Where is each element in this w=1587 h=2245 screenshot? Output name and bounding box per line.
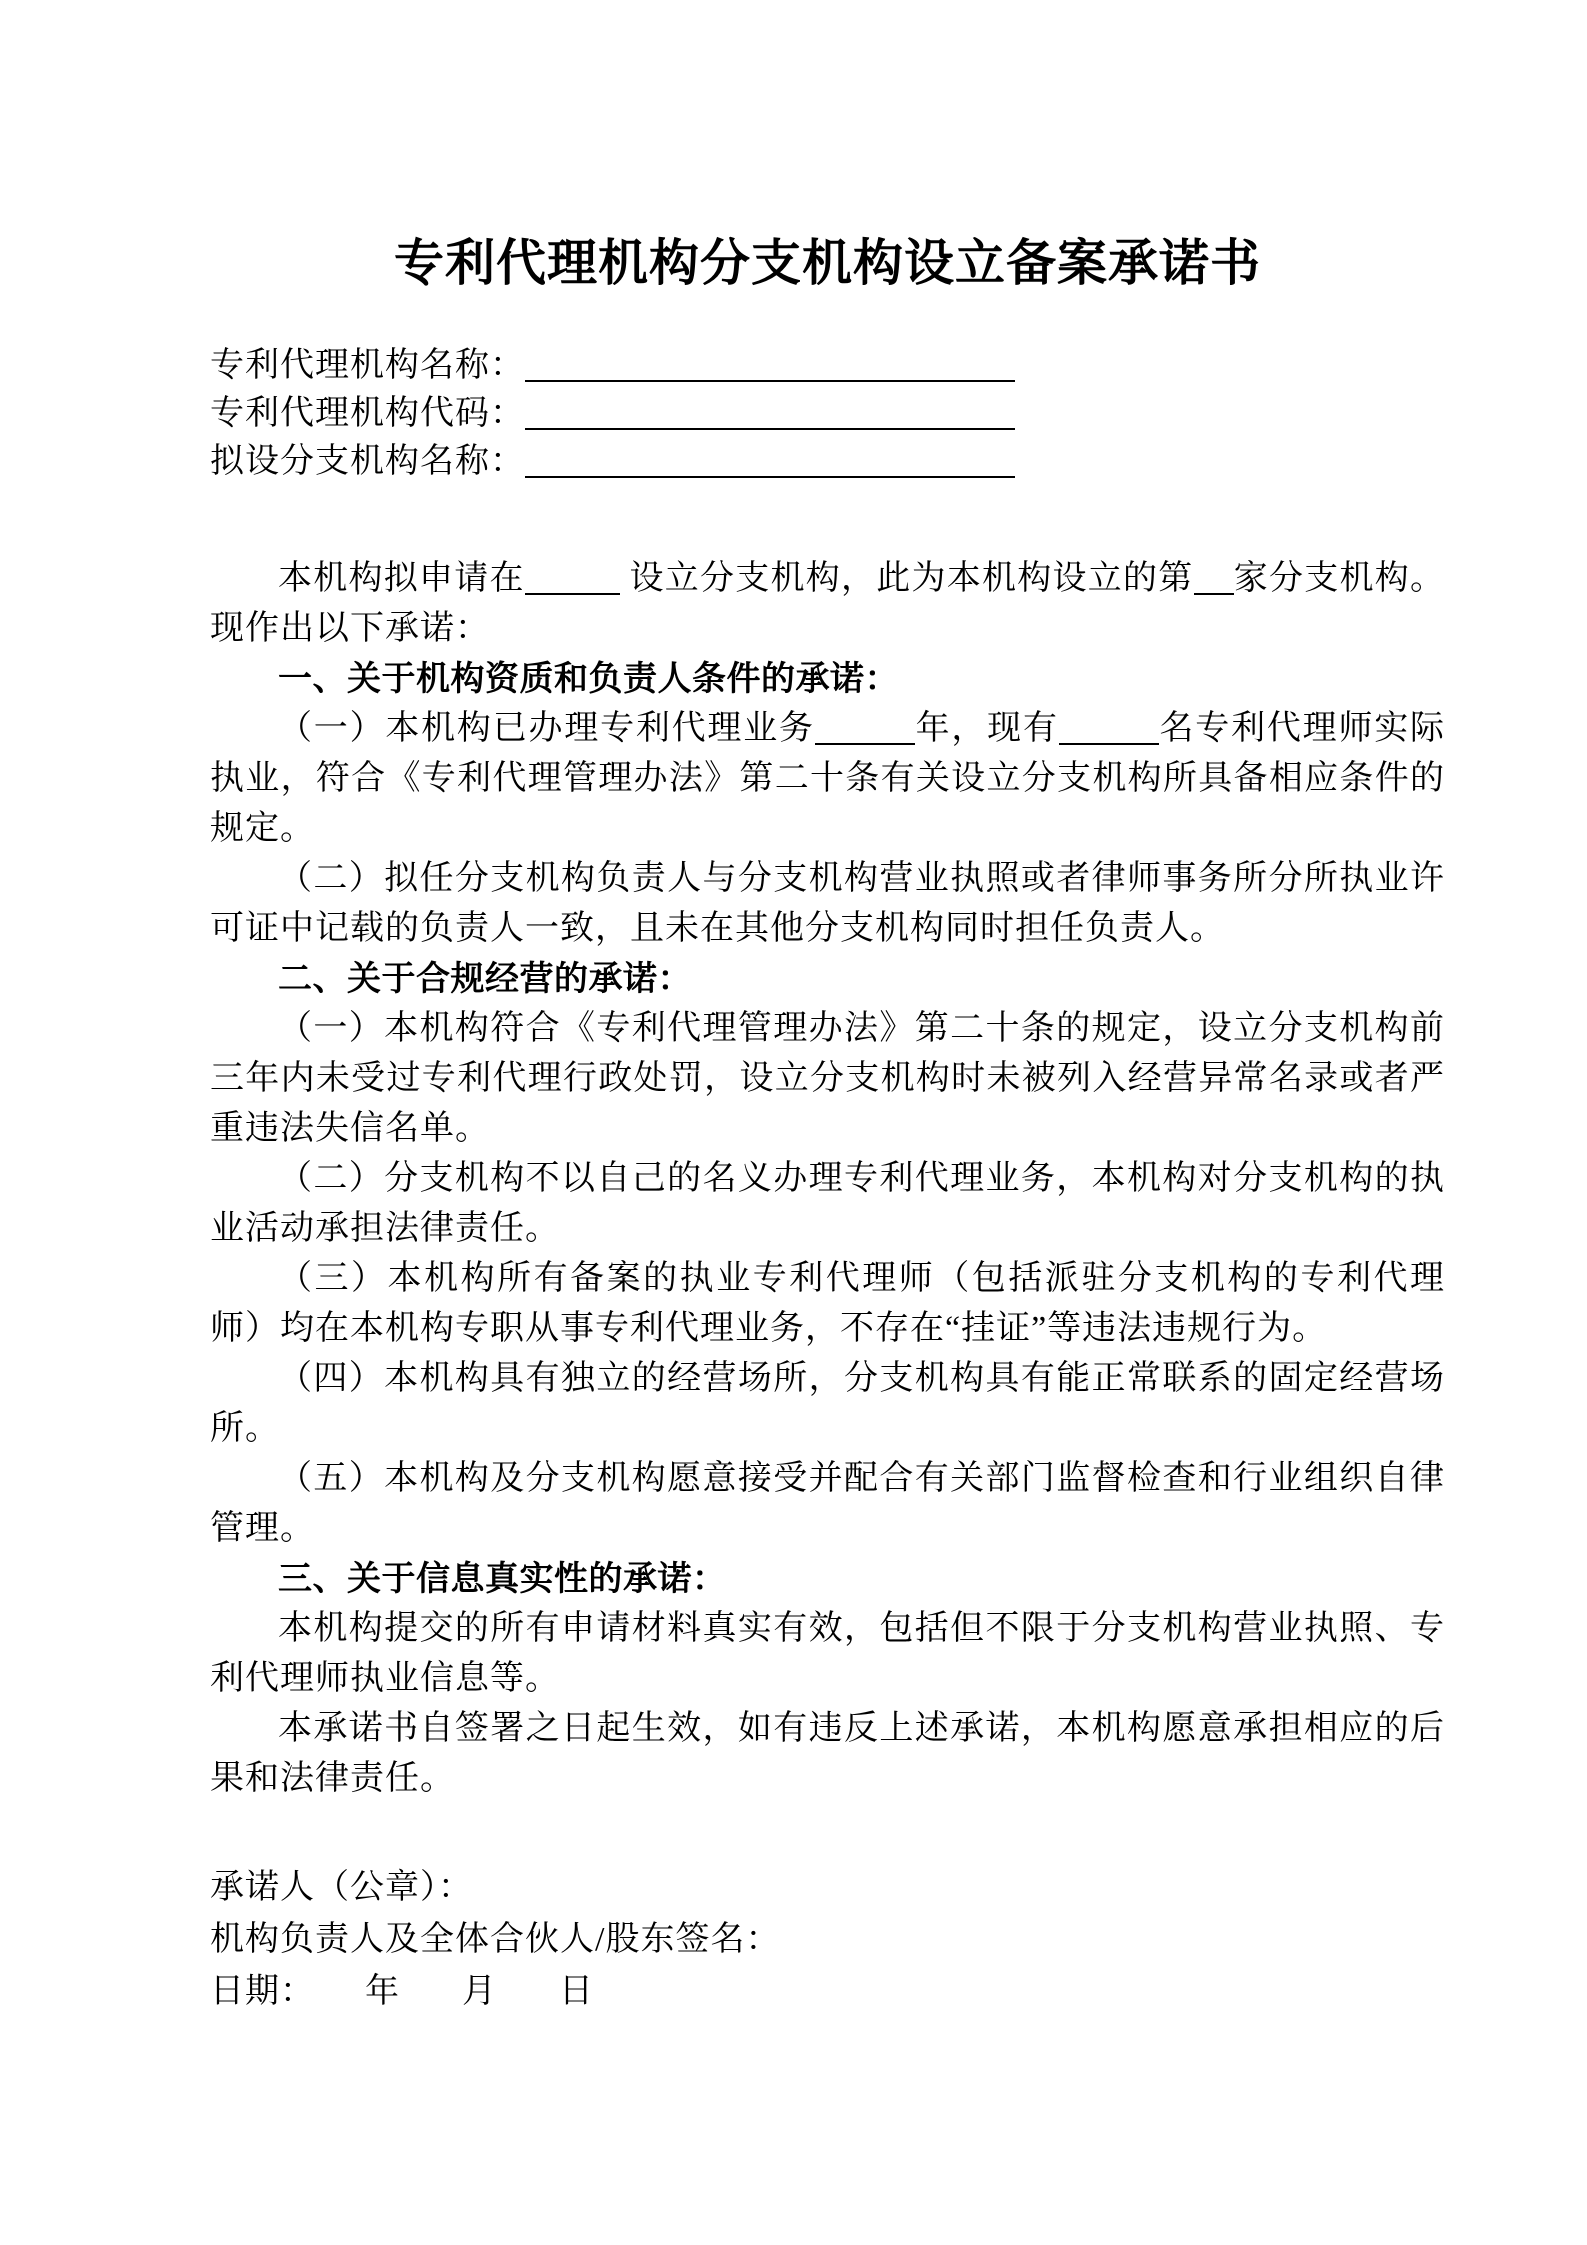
section-heading: [210, 954, 1445, 1004]
promisor-label: 承诺人（公章）：: [210, 1869, 473, 1906]
paragraph: [210, 554, 1445, 654]
text-run: 一、关于机构资质和负责人条件的承诺：: [278, 660, 899, 698]
text-run: （四）本机构具有独立的经营场所，分支机构具有能正常联系的固定经营场所。: [210, 1360, 1445, 1447]
text-run: （二）分支机构不以自己的名义办理专利代理业务，本机构对分支机构的执业活动承担法律责任。: [210, 1160, 1445, 1247]
paragraph: [210, 1254, 1445, 1354]
signature-block: [210, 1862, 1445, 2018]
paragraph: [210, 704, 1445, 854]
section-heading: [210, 1554, 1445, 1604]
paragraph: [210, 1704, 1445, 1804]
date-line: [210, 1966, 1445, 2018]
text-run: 本机构提交的所有申请材料真实有效，包括但不限于分支机构营业执照、专利代理师执业信息等。: [210, 1610, 1445, 1697]
field-row: [210, 342, 1445, 390]
document-body: [210, 554, 1445, 1804]
text-run: 年，现有: [914, 710, 1059, 747]
text-run: （五）本机构及分支机构愿意接受并配合有关部门监督检查和行业组织自律管理。: [210, 1460, 1445, 1547]
field-label: 拟设分支机构名称：: [210, 443, 525, 480]
text-run: （一）本机构已办理专利代理业务: [278, 710, 815, 747]
field-blank-line: [525, 370, 1015, 382]
text-run: （三）本机构所有备案的执业专利代理师（包括派驻分支机构的专利代理师）均在本机构专职从事专利代理业务，不存在“挂证”等违法违规行为。: [210, 1260, 1445, 1347]
paragraph: [210, 1004, 1445, 1154]
text-run: 二、关于合规经营的承诺：: [278, 960, 692, 998]
paragraph: [210, 854, 1445, 954]
paragraph: [210, 1154, 1445, 1254]
text-run: 名专利代理师实际执业，符合《专利代理管理办法》第二十条有关设立分支机构所具备相应条件的规定。: [210, 710, 1446, 847]
text-run: 设立分支机构，此为本机构设立的第: [619, 560, 1194, 597]
text-run: 家分支机构。现作出以下承诺：: [210, 560, 1445, 647]
inline-blank-line: [1194, 583, 1234, 595]
paragraph: [210, 1604, 1445, 1704]
text-run: 本承诺书自签署之日起生效，如有违反上述承诺，本机构愿意承担相应的后果和法律责任。: [210, 1710, 1445, 1797]
promisor-seal-line: [210, 1862, 1445, 1914]
text-run: 三、关于信息真实性的承诺：: [278, 1560, 727, 1598]
inline-blank-line: [525, 583, 620, 595]
field-blank-line: [525, 466, 1015, 478]
inline-blank-line: [1059, 733, 1159, 745]
signers-line: [210, 1914, 1445, 1966]
text-run: （二）拟任分支机构负责人与分支机构营业执照或者律师事务所分所执业许可证中记载的负责人一致，且未在其他分支机构同时担任负责人。: [210, 860, 1445, 947]
header-fields: [210, 342, 1445, 486]
inline-blank-line: [815, 733, 915, 745]
date-unit-year: 年: [365, 1973, 400, 2010]
paragraph: [210, 1454, 1445, 1554]
date-unit-month: 月: [462, 1973, 497, 2010]
date-unit-day: 日: [559, 1973, 594, 2010]
field-label: 专利代理机构名称：: [210, 347, 525, 384]
text-run: 本机构拟申请在: [278, 560, 525, 597]
field-row: [210, 390, 1445, 438]
field-blank-line: [525, 418, 1015, 430]
text-run: （一）本机构符合《专利代理管理办法》第二十条的规定，设立分支机构前三年内未受过专利代理行政处罚，设立分支机构时未被列入经营异常名录或者严重违法失信名单。: [210, 1010, 1445, 1147]
paragraph: [210, 1354, 1445, 1454]
date-label: 日期：: [210, 1973, 315, 2010]
field-label: 专利代理机构代码：: [210, 395, 525, 432]
document-title: 专利代理机构分支机构设立备案承诺书: [394, 235, 1261, 291]
signers-label: 机构负责人及全体合伙人/股东签名：: [210, 1921, 781, 1958]
section-heading: [210, 654, 1445, 704]
field-row: [210, 438, 1445, 486]
